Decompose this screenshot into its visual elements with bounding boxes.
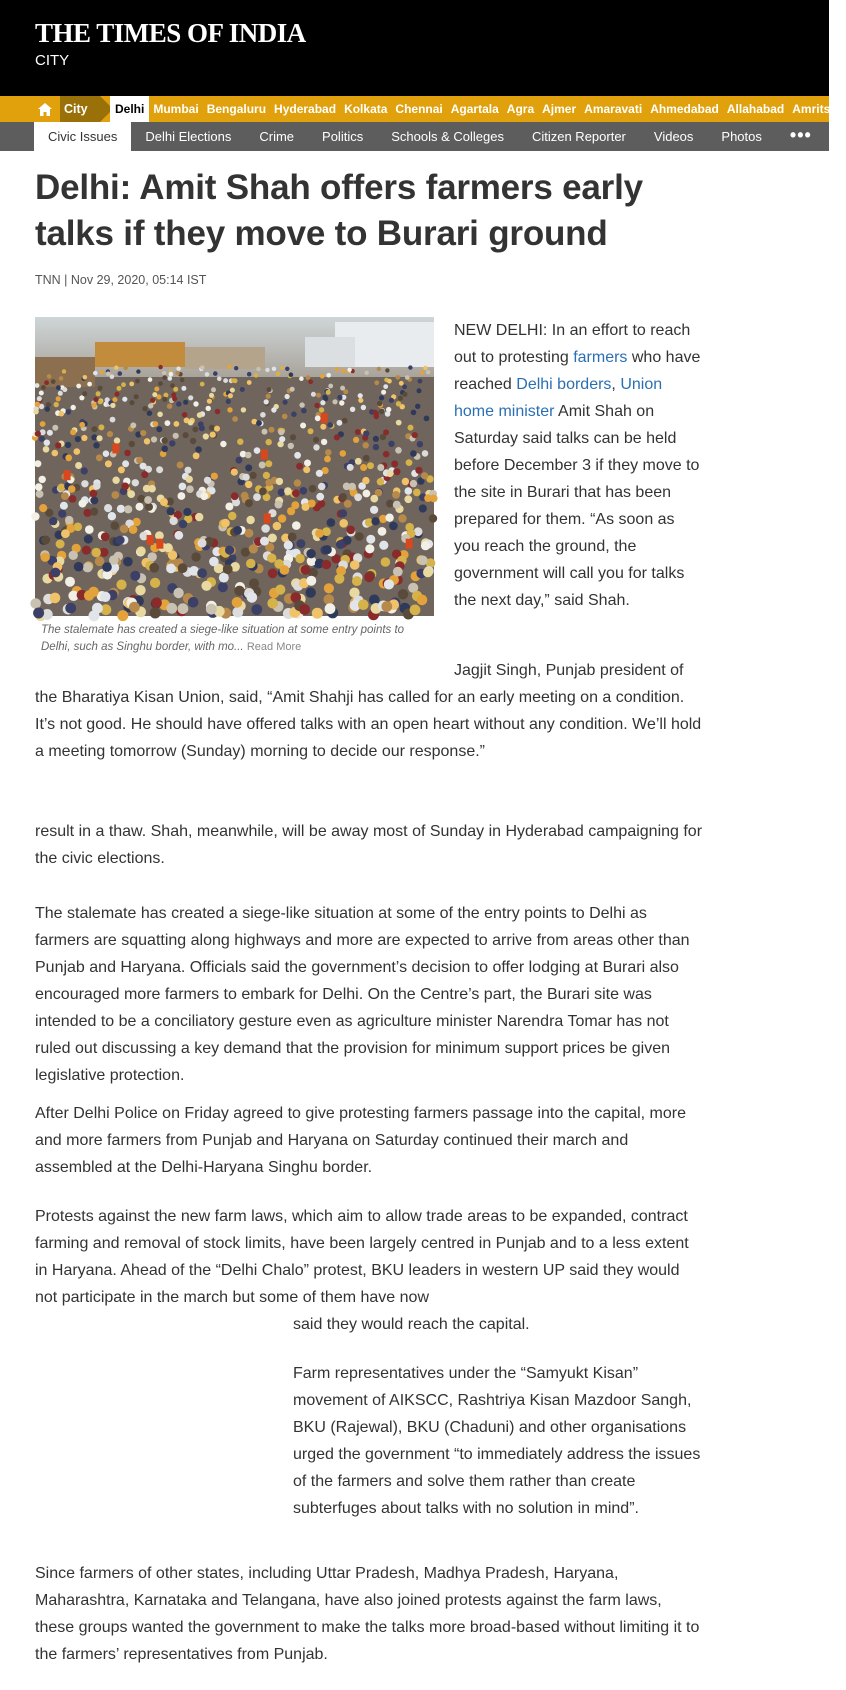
- image-caption: [41, 622, 431, 656]
- city-link-chennai[interactable]: Chennai: [395, 102, 443, 116]
- read-more-link[interactable]: Read More: [246, 641, 302, 653]
- tab-videos[interactable]: Videos: [653, 129, 694, 144]
- article-image[interactable]: [35, 317, 434, 616]
- article-headline: Delhi: Amit Shah offers farmers early talks if they move to Burari ground: [35, 168, 643, 253]
- article-paragraph: Protests against the new farm laws, which aim to allow trade areas to be expanded, contract farming and removal of stock limits, have been largely centred in Punjab and to a less extent in Haryana. Ahead of the “Delhi Chalo” protest, BKU leaders in western UP said they would not participate in the march but some of them have now: [35, 1208, 689, 1306]
- sub-nav: [0, 122, 829, 151]
- tab-civic-issues[interactable]: Civic Issues: [34, 122, 131, 151]
- city-link-ajmer[interactable]: Ajmer: [542, 102, 577, 116]
- city-link-hyderabad[interactable]: Hyderabad: [274, 102, 337, 116]
- article-paragraph: said they would reach the capital.: [293, 1316, 530, 1333]
- link-farmers[interactable]: farmers: [573, 349, 628, 366]
- article-paragraph: The stalemate has created a siege-like situation at some of the entry points to Delhi as farmers are squatting along highways and more are expected to arrive from areas other than Punjab and Haryana. Officials said the government’s decision to offer lodging at Burari also encouraged more farmers to embark for Delhi. On the Centre’s part, the Burari site was intended to be a conciliatory gesture even as agriculture minister Narendra Tomar has not ruled out discussing a key demand that the provision for minimum support prices be given legislative protection.: [35, 905, 690, 1084]
- image-caption-text: The stalemate has created a siege-like situation at some entry points to Delhi, such as Singhu border, with mo...: [41, 624, 405, 653]
- breadcrumb-city[interactable]: City: [60, 96, 100, 122]
- article-intro: NEW DELHI: In an effort to reach out to protesting farmers who have reached Delhi borders, Union home minister Amit Shah on Saturday said talks can be held before December 3 if they move to the site in Burari that has been prepared for them. “As soon as you reach the ground, the government will call you for talks the next day,” said Shah.: [454, 322, 701, 609]
- city-link-ahmedabad[interactable]: Ahmedabad: [650, 102, 719, 116]
- city-link-mumbai[interactable]: Mumbai: [153, 102, 199, 116]
- city-link-amaravati[interactable]: Amaravati: [584, 102, 643, 116]
- tab-citizen-reporter[interactable]: Citizen Reporter: [531, 129, 626, 144]
- city-link-kolkata[interactable]: Kolkata: [344, 102, 388, 116]
- city-link-agra[interactable]: Agra: [506, 102, 535, 116]
- city-link-bengaluru[interactable]: Bengaluru: [206, 102, 267, 116]
- more-menu-icon[interactable]: •••: [789, 125, 812, 145]
- article-paragraph: After Delhi Police on Friday agreed to give protesting farmers passage into the capital, more and more farmers from Punjab and Haryana on Saturday continued their march and assembled at the Delhi-Haryana Singhu border.: [35, 1105, 686, 1176]
- dateline: NEW DELHI:: [454, 322, 548, 339]
- tab-delhi-elections[interactable]: Delhi Elections: [145, 129, 232, 144]
- city-list: [110, 96, 846, 122]
- city-link-delhi[interactable]: Delhi: [110, 96, 149, 122]
- article-paragraph: Jagjit Singh, Punjab president of the Bharatiya Kisan Union, said, “Amit Shahji has called for an early meeting on a condition. It’s not good. He should have offered talks with an open heart without any condition. We’ll hold a meeting tomorrow (Sunday) morning to decide our response.”: [35, 662, 702, 760]
- city-nav: [0, 96, 842, 122]
- section-title[interactable]: CITY: [35, 52, 70, 69]
- tab-photos[interactable]: Photos: [721, 129, 762, 144]
- link-union-home-minister[interactable]: Union home minister: [454, 376, 663, 420]
- city-link-amritsar[interactable]: Amritsar: [792, 102, 842, 116]
- masthead: [0, 0, 829, 96]
- tab-politics[interactable]: Politics: [322, 129, 364, 144]
- city-link-agartala[interactable]: Agartala: [450, 102, 499, 116]
- site-logo[interactable]: THE TIMES OF INDIA: [35, 18, 306, 48]
- home-icon[interactable]: [30, 96, 60, 122]
- city-link-allahabad[interactable]: Allahabad: [726, 102, 785, 116]
- tab-crime[interactable]: Crime: [259, 129, 295, 144]
- article-byline: TNN | Nov 29, 2020, 05:14 IST: [35, 273, 207, 287]
- link-delhi-borders[interactable]: Delhi borders: [516, 376, 612, 393]
- article-paragraph: result in a thaw. Shah, meanwhile, will be away most of Sunday in Hyderabad campaigning for the civic elections.: [35, 823, 703, 867]
- article-paragraph: Farm representatives under the “Samyukt Kisan” movement of AIKSCC, Rashtriya Kisan Mazdoor Sangh, BKU (Rajewal), BKU (Chaduni) and other organisations urged the government “to immediately address the issues of the farmers and solve them rather than create subterfuges about talks with no solution in mind”.: [293, 1365, 701, 1517]
- article-paragraph: Since farmers of other states, including Uttar Pradesh, Madhya Pradesh, Haryana, Maharashtra, Karnataka and Telangana, have also joined protests against the farm laws, these groups wanted the government to make the talks more broad-based without limiting it to the farmers’ representatives from Punjab.: [35, 1565, 700, 1663]
- tab-schools-colleges[interactable]: Schools & Colleges: [391, 129, 504, 144]
